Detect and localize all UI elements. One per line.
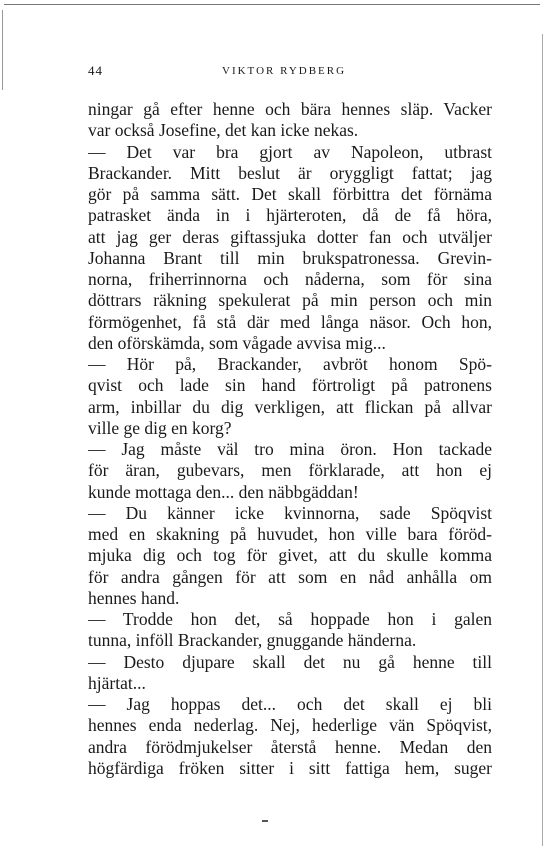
text-line: hjärtat... (88, 672, 146, 693)
text-line: att jag ger deras giftassjuka dotter fan och utväljer (88, 226, 492, 247)
page-top-edge (4, 4, 540, 5)
text-line: var också Josefine, det kan icke nekas. (88, 120, 359, 141)
text-line: ningar gå efter henne och bära hennes släp. Vacker (88, 99, 492, 119)
body-text (88, 99, 492, 779)
text-line: förmögenhet, få stå där med långa näsor. Och hon, (88, 311, 492, 332)
text-line: norna, friherrinnorna och nåderna, som för sina (88, 269, 492, 289)
text-line: kunde mottaga den... den näbbgäddan! (88, 481, 359, 502)
text-line: patrasket ända in i hjärteroten, då de få höra, (88, 205, 492, 226)
text-line: arm, inbillar du dig verkligen, att flickan på allvar (88, 396, 492, 417)
page-number: 44 (88, 63, 103, 78)
text-line: — Trodde hon det, så hoppade hon i galen (88, 609, 492, 629)
page-right-edge (542, 34, 543, 846)
text-line: — Jag hoppas det... och det skall ej bli (88, 694, 492, 714)
text-line: — Hör på, Brackander, avbröt honom Spö- (88, 354, 492, 374)
text-line: — Du känner icke kvinnorna, sade Spöqvist (88, 502, 492, 523)
text-line: ville ge dig en korg? (88, 417, 232, 438)
text-line: — Jag måste väl tro mina öron. Hon tackade (88, 439, 492, 459)
text-line: qvist och lade sin hand förtroligt på patronens (88, 375, 492, 396)
text-line: högfärdiga fröken sitter i sitt fattiga hem, suger (88, 757, 492, 778)
text-line: tunna, inföll Brackander, gnuggande händerna. (88, 630, 417, 651)
text-line: för äran, gubevars, men förklarade, att hon ej (88, 460, 492, 481)
text-line: — Det var bra gjort av Napoleon, utbrast (88, 141, 492, 162)
text-line: mjuka dig och tog för givet, att du skulle komma (88, 545, 492, 566)
footer-mark (262, 820, 268, 822)
text-line: med en skakning på huvudet, hon ville bara föröd- (88, 524, 492, 544)
text-line: andra förödmjukelser återstå henne. Medan den (88, 736, 492, 757)
running-head: VIKTOR RYDBERG (222, 65, 347, 77)
text-line: för andra gången för att som en nåd anhålla om (88, 566, 492, 587)
text-line: hennes enda nederlag. Nej, hederlige vän Spöqvist, (88, 715, 492, 736)
text-line: — Desto djupare skall det nu gå henne till (88, 651, 492, 672)
page-left-edge (2, 10, 3, 90)
text-line: hennes hand. (88, 587, 180, 608)
text-line: den oförskämda, som vågade avvisa mig... (88, 332, 386, 353)
text-line: Johanna Brant till min brukspatronessa. Grevin- (88, 247, 492, 268)
text-line: döttrars räkning spekulerat på min person och min (88, 290, 492, 311)
text-line: Brackander. Mitt beslut är oryggligt fattat; jag (88, 162, 492, 183)
text-line: gör på samma sätt. Det skall förbittra det förnäma (88, 184, 492, 204)
